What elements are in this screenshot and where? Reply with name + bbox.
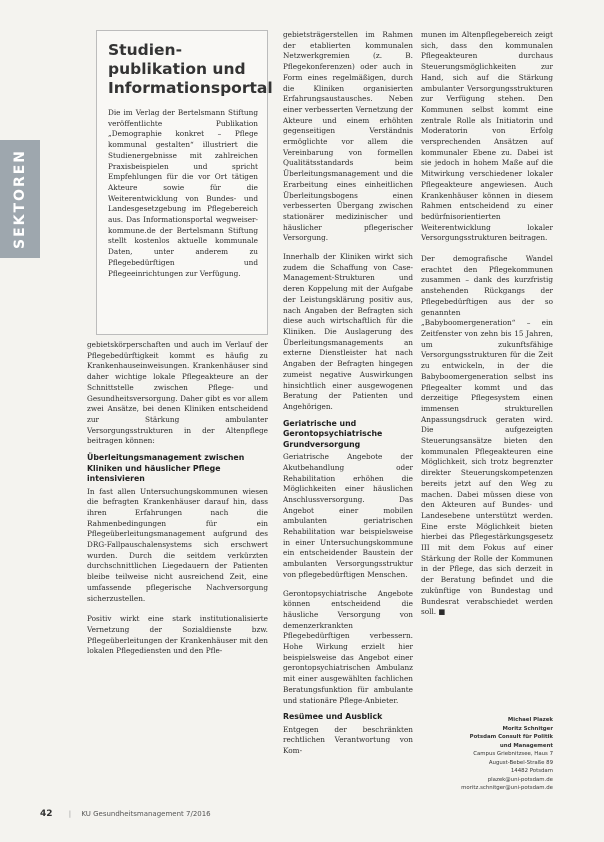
author-email-2: moritz.schnitger@uni-potsdam.de xyxy=(461,785,553,791)
page-number: 42 xyxy=(40,809,53,819)
col2-heading-1: Geriatrische und Gerontopsychiatrische Grundversorgung xyxy=(283,418,383,449)
col2-paragraph-3: Geriatrische Angebote der Akutbehandlung oder Rehabilitation erhöhen die Möglichkeiten einer häuslichen Anschlussversorgung. Das Angebot einer mobilen ambulanten geriatrischen Rehabilitation war beispielsweise in einer Untersuchungskommune ein entscheidender Baustein der ambulanten Versorgungsstruktur von pflegebedürftigen Menschen. xyxy=(283,452,413,579)
section-tab-label: SEKTOREN xyxy=(12,148,28,250)
col3-paragraph-1: munen im Altenpflegebereich zeigt sich, dass den kommunalen Pflegeakteuren durchaus Steuerungsmöglichkeiten zur Hand, sich auf die Stärkung ambulanter Versorgungsstrukturen zur Verfügung stehen. Den Kommunen selbst kommt eine zentrale Rolle als Initiatorin und Moderatorin von Erfolg versprechenden Ansätzen auf kommunaler Ebene zu. Dabei ist sie jedoch in hohem Maße auf die Mitwirkung verschiedener lokaler Pflegeakteure angewiesen. Auch Krankenhäuser können in diesem Rahmen entscheidend zu einer bedürfnisorientierten Weiterentwicklung lokaler Versorgungsstrukturen beitragen. xyxy=(421,30,553,243)
col1-paragraph-1: gebietskörperschaften und auch im Verlauf der Pflegebedürftigkeit kommt es häufig zu Krankenhauseinweisungen. Krankenhäuser sind daher wichtige lokale Pflegeakteure an der Schnittstelle zwischen Pflege- und Gesundheitsversorgung. Daher gibt es vor allem zwei Ansätze, bei denen Kliniken entscheidend zur Stärkung ambulanter Versorgungsstrukturen in der Altenpflege beitragen können: xyxy=(87,340,268,446)
col2-paragraph-1: gebietsträgerstellen im Rahmen der etablierten kommunalen Netzwerkgremien (z. B. Pflegekonferenzen) oder auch in Form eines regelmäßigen, durch die Kliniken organisierten Erfahrungsaustausches. Neben einer verbesserten Vernetzung der Akteure und einem erhöhten gegenseitigen Verständnis ermöglichte vor allem die Vereinbarung von formellen Qualitätsstandards beim Überleitungsmanagement und die Erarbeitung eines einheitlichen Überleitungsbogens einen verbesserten Übergang zwischen stationärer medizinischer und häuslicher pflegerischer Versorgung. xyxy=(283,30,413,243)
col2-paragraph-2: Innerhalb der Kliniken wirkt sich zudem die Schaffung von Case-Management-Strukturen und deren Koppelung mit der Aufgabe der Leistungsklärung positiv aus, nach Angaben der Befragten sich diese auch wirtschaftlich für die Kliniken. Die Auslagerung des Überleitungsmanagements an externe Dienstleister hat nach Angaben der Befragten hingegen zumeist negative Auswirkungen hinsichtlich einer ausgewogenen Beratung der Patienten und Angehörigen. xyxy=(283,252,413,411)
column-2 xyxy=(283,30,413,757)
author-name-1: Michael Plazek xyxy=(507,717,553,723)
col3-paragraph-2: Der demografische Wandel erachtet den Pflegekommunen zusammen – dank des kurzfristig anstehenden Rückgangs der Pflegebedürftigen aus der so genannten „Babyboomergeneration“ – ein Zeitfenster von zehn bis 15 Jahren, um zukunftsfähige Versorgungsstrukturen für die Zeit zu entwickeln, in der die Babyboomergeneration selbst ins Pflegealter kommt und das derzeitige Pflegesystem einen immensen strukturellen Anpassungsdruck geraten wird. Die aufgezeigten Steuerungsansätze bieten den kommunalen Pflegeakteuren eine Möglichkeit, sich trotz begrenzter direkter Steuerungskompetenzen bereits jetzt auf den Weg zu machen. Dabei müssen diese von den Akteuren auf Bundes- und Landesebene unterstützt werden. Eine erste Möglichkeit bieten hierbei das Pflegestärkungsgesetz III mit dem Fokus auf einer Stärkung der Rolle der Kommunen in der Pflege, das sich derzeit in der Beratung befindet und die zukünftige von Bundestag und Bundesrat verabschiedet werden soll. ■ xyxy=(421,254,553,617)
col1-paragraph-2: In fast allen Untersuchungskommunen wiesen die befragten Krankenhäuser darauf hin, dass ihren Erfahrungen nach die Rahmenbedingungen für ein Pflegeüberleitungsmanagement aufgrund des DRG-Fallpauschalensystems sich erschwert wurden. Durch die seitdem verkürzten durchschnittlichen Liegedauern der Patienten bleibe teilweise nicht ausreichend Zeit, eine umfassende pflegerische Nachversorgung sicherzustellen. xyxy=(87,486,268,603)
author-email-1: plazek@uni-potsdam.de xyxy=(487,776,553,783)
info-box-title: Studienpublikation und Informationsportal xyxy=(108,41,273,97)
footer-divider: | xyxy=(68,810,72,818)
col2-paragraph-4: Gerontopsychiatrische Angebote können entscheidend die häusliche Versorgung von demenzerkrankten Pflegebedürftigen verbessern. Hohe Wirkung erzielt hier beispielsweise das Angebot einer gerontopsychiatrischen Ambulanz mit einer ausgewählten fachlichen Beratungsfunktion für ambulante und stationäre Pflege-Anbieter. xyxy=(283,588,413,705)
col1-heading-1: Überleitungsmanagement zwischen Kliniken und häuslicher Pflege intensivieren xyxy=(87,453,245,484)
column-1 xyxy=(87,340,268,657)
author-name-2: Moritz Schnitger xyxy=(502,725,553,732)
author-block xyxy=(418,716,553,793)
page-footer xyxy=(40,809,211,819)
info-box xyxy=(96,30,273,335)
col1-paragraph-3: Positiv wirkt eine stark institutionalisierte Vernetzung der Sozialdienste bzw. Pflegeüberleitungen der Krankenhäuser mit den lokalen Pflegediensten und den Pfle- xyxy=(87,614,268,656)
section-tab xyxy=(0,140,40,258)
author-affiliation-2: und Management xyxy=(499,742,553,749)
author-address-1: Campus Griebnitzsee, Haus 7 xyxy=(473,751,553,757)
col2-paragraph-5: Entgegen der beschränkten rechtlichen Verantwortung von Kom- xyxy=(283,724,413,756)
author-affiliation: Potsdam Consult für Politik xyxy=(469,734,553,740)
journal-name: KU Gesundheitsmanagement 7/2016 xyxy=(81,810,211,818)
col2-heading-2: Resümee und Ausblick xyxy=(283,712,383,722)
info-box-text: Die im Verlag der Bertelsmann Stiftung veröffentlichte Publikation „Demographie konkret – Pflege kommunal gestalten“ illustriert die Studienergebnisse mit zahlreichen Praxisbeispielen und spricht Empfehlungen für die vor Ort tätigen Akteure sowie für die Weiterentwicklung von Bundes- und Landesgesetzgebung im Pflegebereich aus. Das Informationsportal wegweiser-kommune.de der Bertelsmann Stiftung stellt kostenlos aktuelle kommunale Daten, unter anderem zu Pflegebedürftigen und Pflegeeinrichtungen zur Verfügung. xyxy=(108,108,258,278)
column-3 xyxy=(421,30,553,618)
author-address-2: August-Bebel-Straße 89 xyxy=(488,759,553,766)
author-city: 14482 Potsdam xyxy=(510,768,553,774)
